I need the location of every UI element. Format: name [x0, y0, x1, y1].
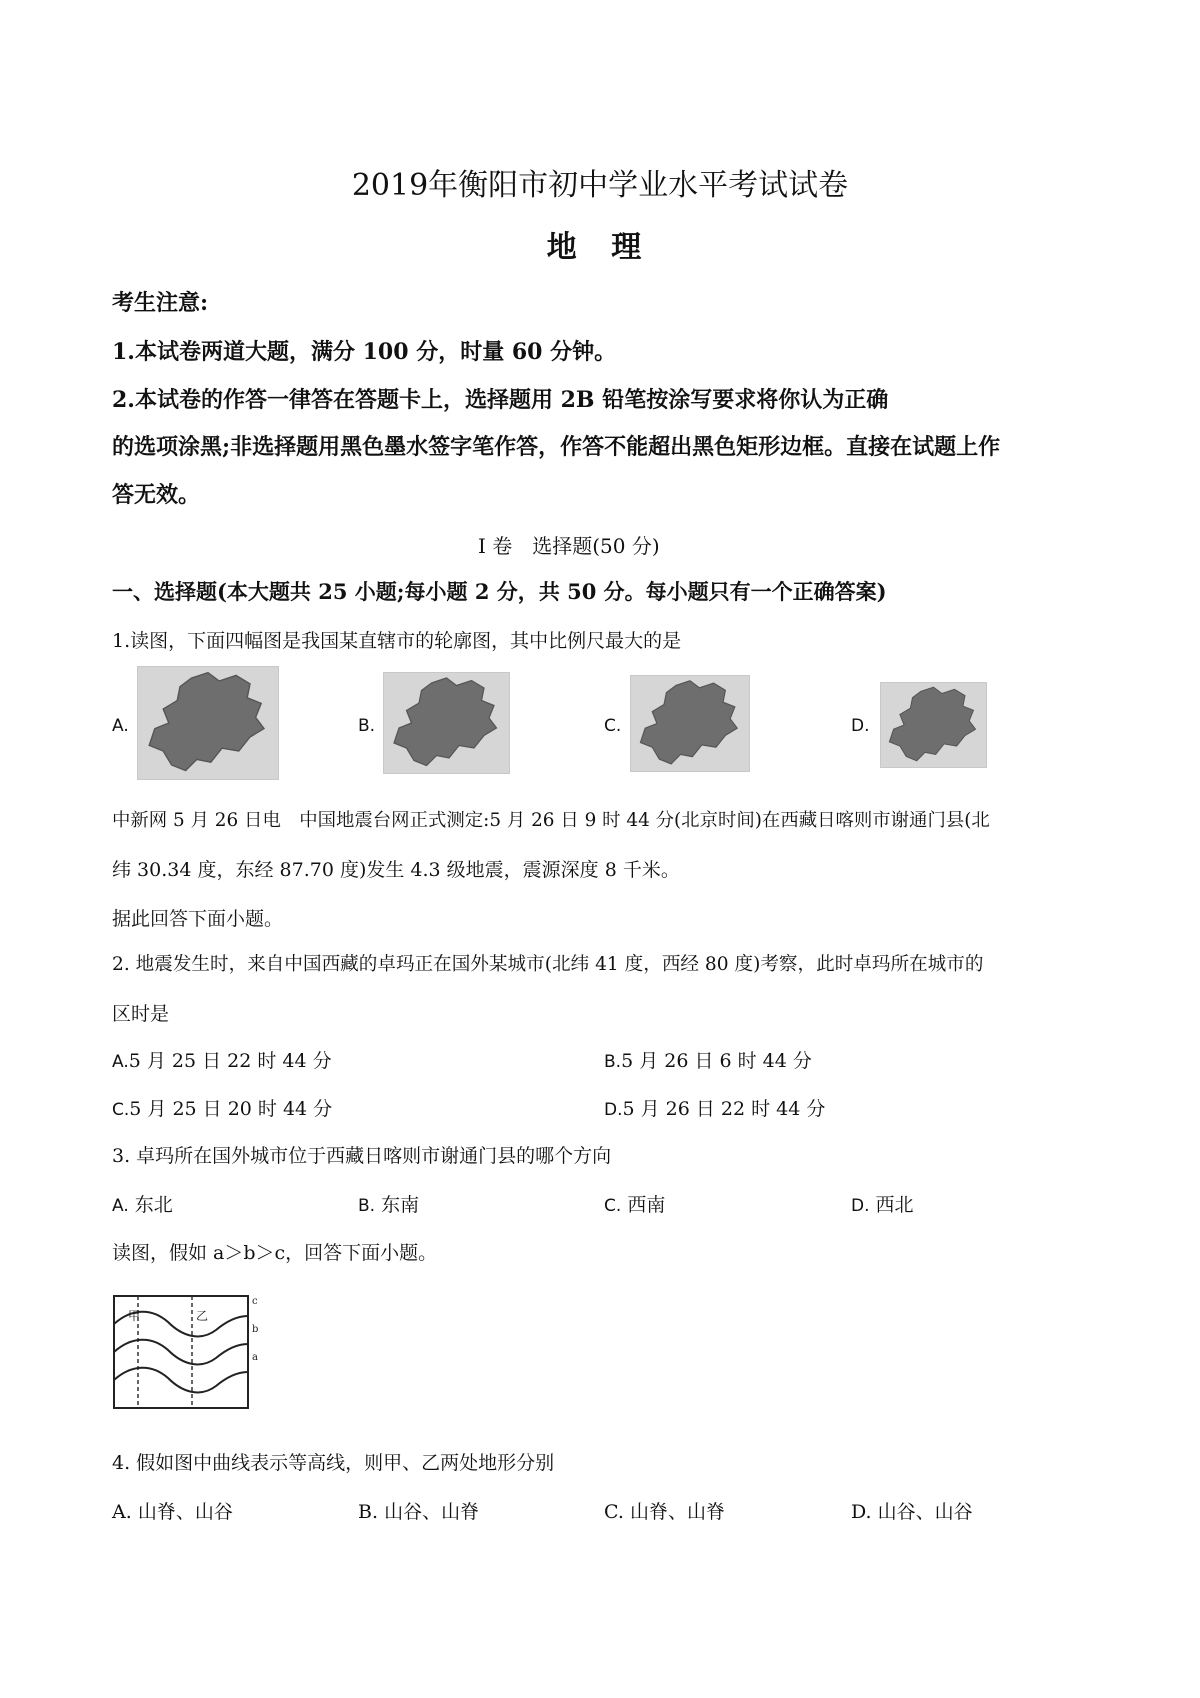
q4-stem: 4. 假如图中曲线表示等高线，则甲、乙两处地形分别 — [112, 1452, 555, 1474]
q2-option-b-text: 5 月 26 日 6 时 44 分 — [621, 1050, 812, 1072]
q3-option-b-letter: B. — [358, 1196, 376, 1216]
q1-option-c-letter: C. — [604, 716, 622, 736]
contour-label-jia: 甲 — [128, 1309, 141, 1323]
passage-line-1: 中新网 5 月 26 日电 中国地震台网正式测定:5 月 26 日 9 时 44 分(北京时间)在西藏日喀则市谢通门县(北 — [112, 810, 990, 831]
q2-option-c-letter: C. — [112, 1100, 130, 1120]
exam-title: 2019年衡阳市初中学业水平考试试卷 — [351, 168, 849, 203]
contour-label-b: b — [252, 1324, 259, 1335]
q4-option-b — [358, 1497, 479, 1524]
q4-option-a-letter: A. — [112, 1501, 132, 1523]
q2-option-d-text: 5 月 26 日 22 时 44 分 — [622, 1098, 826, 1120]
q4-option-d-text: 山谷、山谷 — [877, 1501, 973, 1523]
q4-option-b-letter: B. — [358, 1501, 379, 1523]
q2-option-a — [112, 1046, 332, 1073]
q3-stem: 3. 卓玛所在国外城市位于西藏日喀则市谢通门县的哪个方向 — [112, 1145, 612, 1167]
q2-stem-line-1: 2. 地震发生时，来自中国西藏的卓玛正在国外某城市(北纬 41 度，西经 80 度)考察，此时卓玛所在城市的 — [112, 954, 984, 975]
part-title: I 卷 选择题(50 分) — [478, 534, 660, 558]
q1-map-b — [383, 672, 510, 774]
q3-option-a — [112, 1190, 173, 1217]
q3-option-d — [851, 1190, 914, 1217]
notice-heading: 考生注意: — [112, 290, 209, 316]
section-heading: 一、选择题(本大题共 25 小题;每小题 2 分，共 50 分。每小题只有一个正确答案) — [112, 579, 887, 604]
notice-item-2-line-1: 2.本试卷的作答一律答在答题卡上，选择题用 2B 铅笔按涂写要求将你认为正确 — [112, 387, 889, 413]
q1-option-d-letter: D. — [851, 716, 870, 736]
contour-label-a: a — [252, 1352, 258, 1363]
q4-option-d — [851, 1497, 973, 1524]
q1-stem: 1.读图，下面四幅图是我国某直辖市的轮廓图，其中比例尺最大的是 — [112, 630, 682, 652]
q1-map-d — [880, 682, 987, 768]
q4-option-b-text: 山谷、山脊 — [384, 1501, 480, 1523]
q3-option-d-text: 西北 — [875, 1194, 914, 1216]
q1-map-c — [630, 675, 750, 772]
q3-option-b — [358, 1190, 419, 1217]
q1-option-b-letter: B. — [358, 716, 376, 736]
q3-option-d-letter: D. — [851, 1196, 870, 1216]
q2-option-d — [604, 1094, 825, 1121]
notice-item-1: 1.本试卷两道大题，满分 100 分，时量 60 分钟。 — [112, 339, 617, 365]
q1-option-a-letter: A. — [112, 716, 129, 736]
q3-option-c — [604, 1190, 665, 1217]
q2-option-a-text: 5 月 25 日 22 时 44 分 — [128, 1050, 332, 1072]
notice-item-2-line-2: 的选项涂黑;非选择题用黑色墨水签字笔作答，作答不能超出黑色矩形边框。直接在试题上作 — [112, 434, 1001, 460]
q2-option-b — [604, 1046, 812, 1073]
q4-option-a — [112, 1497, 233, 1524]
q4-intro: 读图，假如 a＞b＞c，回答下面小题。 — [112, 1242, 438, 1264]
q3-option-a-text: 东北 — [134, 1194, 173, 1216]
q4-option-c-letter: C. — [604, 1501, 624, 1523]
contour-label-yi: 乙 — [196, 1309, 209, 1323]
q4-option-c — [604, 1497, 725, 1524]
q2-option-b-letter: B. — [604, 1052, 622, 1072]
passage-line-3: 据此回答下面小题。 — [112, 908, 284, 930]
q4-option-d-letter: D. — [851, 1501, 872, 1523]
contour-label-c: c — [252, 1296, 258, 1307]
passage-line-2: 纬 30.34 度，东经 87.70 度)发生 4.3 级地震，震源深度 8 千米。 — [112, 859, 680, 881]
q2-option-a-letter: A. — [112, 1052, 129, 1072]
q2-stem-line-2: 区时是 — [112, 1003, 170, 1025]
q4-option-a-text: 山脊、山谷 — [137, 1501, 233, 1523]
q2-option-c — [112, 1094, 332, 1121]
notice-item-2-line-3: 答无效。 — [112, 482, 201, 508]
q3-option-c-letter: C. — [604, 1196, 622, 1216]
q4-option-c-text: 山脊、山脊 — [629, 1501, 725, 1523]
q2-option-d-letter: D. — [604, 1100, 623, 1120]
contour-figure — [112, 1290, 264, 1412]
q3-option-c-text: 西南 — [627, 1194, 666, 1216]
q3-option-b-text: 东南 — [381, 1194, 420, 1216]
q3-option-a-letter: A. — [112, 1196, 129, 1216]
q1-map-a — [137, 666, 279, 780]
subject-title: 地 理 — [546, 230, 654, 265]
q2-option-c-text: 5 月 25 日 20 时 44 分 — [129, 1098, 333, 1120]
